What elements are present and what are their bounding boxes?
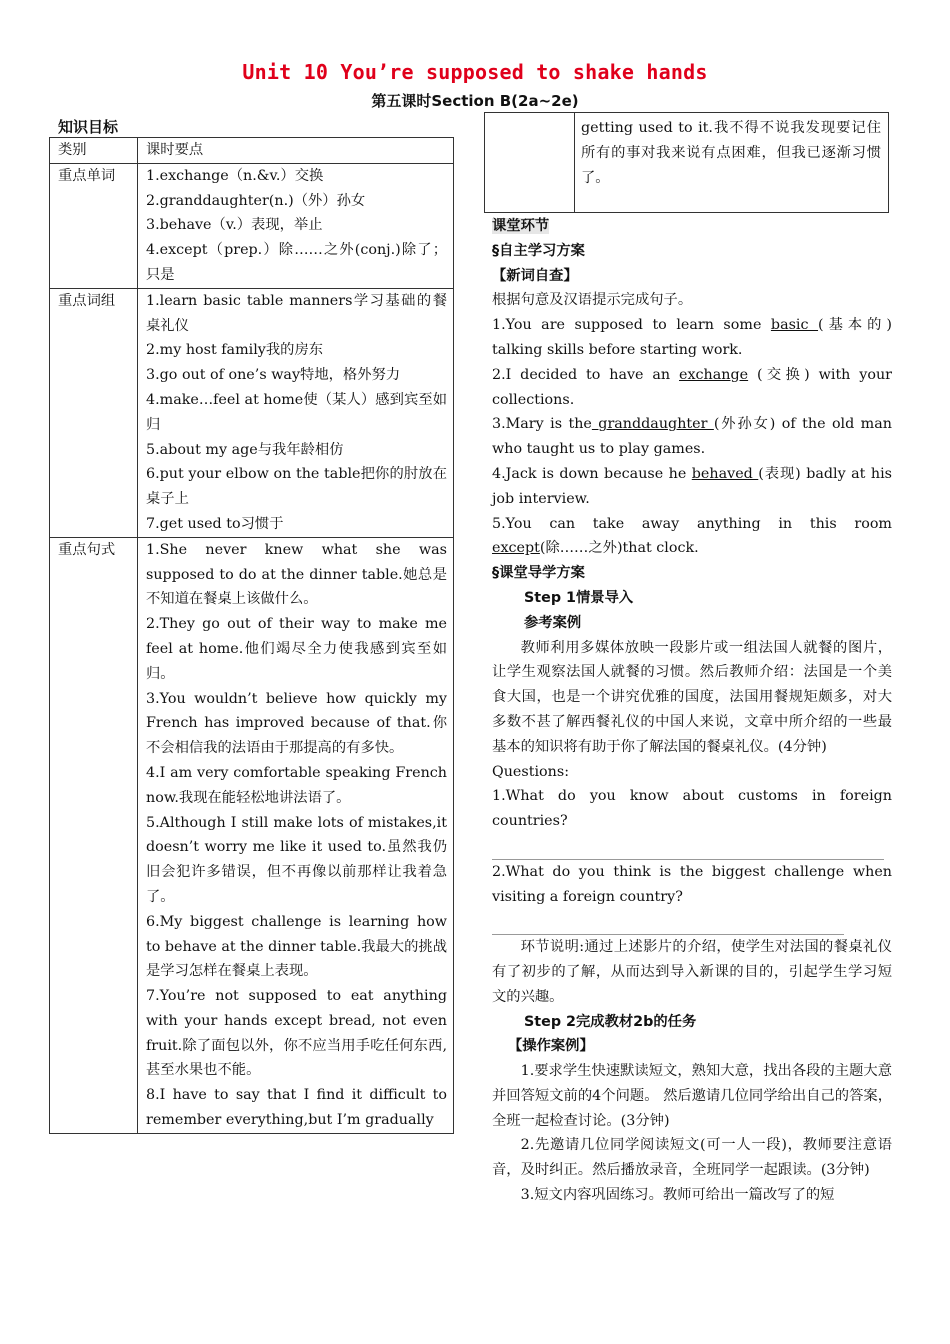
goals-label: 知识目标 xyxy=(58,118,119,136)
point-item: 3.You wouldn’t believe how quickly my French has improved because of that.你不会相信我的法语由于那提高的有多快。 xyxy=(146,690,447,757)
page-title: Unit 10 You’re supposed to shake hands xyxy=(242,60,708,84)
question-1: 1.What do you know about customs in foreign countries? xyxy=(492,788,892,830)
table-row xyxy=(50,163,454,288)
operation-1: 1.要求学生快速默读短文，熟知大意，找出各段的主题大意并回答短文前的4个问题。 然后邀请几位同学给出自己的答案，全班一起检查讨论。(3分钟) xyxy=(492,1063,892,1129)
point-item: 4.except（prep.）除……之外(conj.)除了；只是 xyxy=(146,242,447,283)
step1-paragraph: 教师利用多媒体放映一段影片或一组法国人就餐的图片，让学生观察法国人就餐的习惯。然后教师介绍：法国是一个美食大国，也是一个讲究优雅的国度，法国用餐规矩颇多，对大多数不甚了解西餐礼仪的中国人来说，文章中所介绍的一些最基本的知识将有助于你了解法国的餐桌礼仪。(4分钟) xyxy=(492,639,892,755)
operation-case-heading: 【操作案例】 xyxy=(508,1038,594,1055)
answer-blank: exchange xyxy=(679,366,749,383)
new-words-heading: 【新词自查】 xyxy=(492,267,578,284)
operation-2: 2.先邀请几位同学阅读短文(可一人一段)，教师要注意语音，及时纠正。然后播放录音，全班同学一起跟读。(3分钟) xyxy=(492,1137,892,1179)
section-heading: 课堂环节 xyxy=(492,218,550,234)
header-category: 类别 xyxy=(50,138,138,164)
point-item: 1.learn basic table manners学习基础的餐桌礼仪 xyxy=(146,292,447,334)
point-item: 7.get used to习惯于 xyxy=(146,515,284,532)
point-item: 5.Although I still make lots of mistakes,it doesn’t worry me like it used to.虽然我仍旧会犯许多错误，但不再像以前那样让我着急了。 xyxy=(146,814,447,905)
points-cell xyxy=(138,163,454,288)
category-cell: 重点句式 xyxy=(50,537,138,1133)
answer-blank: except xyxy=(492,540,540,557)
exercise-item: 5.You can take away anything in this room except(除……之外)that clock. xyxy=(492,515,892,557)
category-cell: 重点词组 xyxy=(50,288,138,537)
answer-blank: granddaughter xyxy=(591,416,714,433)
step2-heading: Step 2完成教材2b的任务 xyxy=(524,1013,697,1030)
exercise-item: 4.Jack is down because he behaved (表现) badly at his job interview. xyxy=(492,465,892,507)
page-subtitle: 第五课时Section B(2a~2e) xyxy=(371,92,579,110)
points-cell xyxy=(138,537,454,1133)
answer-line xyxy=(492,909,844,935)
point-item: 5.about my age与我年龄相仿 xyxy=(146,441,344,458)
questions-label: Questions: xyxy=(492,763,570,780)
point-item: 2.They go out of their way to make me feel at home.他们竭尽全力使我感到宾至如归。 xyxy=(146,616,447,682)
point-item: 3.go out of one’s way特地，格外努力 xyxy=(146,367,401,384)
exercise-item: 1.You are supposed to learn some basic (基本的) talking skills before starting work. xyxy=(492,317,893,358)
point-item: 1.exchange（n.&v.）交换 xyxy=(146,167,324,184)
note-paragraph: 环节说明:通过上述影片的介绍，使学生对法国的餐桌礼仪有了初步的了解，从而达到导入新课的目的，引起学生学习短文的兴趣。 xyxy=(492,939,892,1005)
point-item: 8.I have to say that I find it difficult to remember everything,but I’m gradually xyxy=(146,1087,447,1129)
table-continuation xyxy=(484,112,889,213)
point-item: 4.I am very comfortable speaking French now.我现在能轻松地讲法语了。 xyxy=(146,764,447,806)
reference-case-heading: 参考案例 xyxy=(524,614,582,631)
continuation-text: getting used to it.我不得不说我发现要记住所有的事对我来说有点困难，但我已逐渐习惯了。 xyxy=(581,120,881,186)
instruction-text: 根据句意及汉语提示完成句子。 xyxy=(492,292,693,309)
guide-heading: §课堂导学方案 xyxy=(492,565,585,582)
answer-line xyxy=(492,834,884,860)
answer-blank: basic xyxy=(770,317,819,334)
point-item: 2.granddaughter(n.)（外）孙女 xyxy=(146,192,366,209)
table-header-row xyxy=(50,138,454,164)
table-row xyxy=(50,537,454,1133)
step1-heading: Step 1情景导入 xyxy=(524,589,634,606)
table-row xyxy=(50,288,454,537)
question-2: 2.What do you think is the biggest challenge when visiting a foreign country? xyxy=(492,863,892,905)
self-study-heading: §自主学习方案 xyxy=(492,242,585,259)
point-item: 3.behave（v.）表现，举止 xyxy=(146,217,323,234)
point-item: 1.She never knew what she was supposed to do at the dinner table.她总是不知道在餐桌上该做什么。 xyxy=(146,541,447,608)
answer-blank: behaved xyxy=(691,465,759,482)
exercise-item: 3.Mary is the granddaughter (外孙女) of the old man who taught us to play games. xyxy=(492,416,892,458)
point-item: 7.You’re not supposed to eat anything with your hands except bread, not even fruit.除了面包以外，你不应当用手吃任何东西,甚至水果也不能。 xyxy=(146,988,447,1079)
header-points: 课时要点 xyxy=(138,138,454,164)
right-column xyxy=(492,214,892,1208)
point-item: 4.make…feel at home使（某人）感到宾至如归 xyxy=(146,391,447,433)
point-item: 6.put your elbow on the table把你的肘放在桌子上 xyxy=(146,466,447,508)
point-item: 6.My biggest challenge is learning how to behave at the dinner table.我最大的挑战是学习怎样在餐桌上表现。 xyxy=(146,913,447,980)
exercise-item: 2.I decided to have an exchange (交换) with your collections. xyxy=(492,366,893,408)
point-item: 2.my host family我的房东 xyxy=(146,342,324,359)
operation-3: 3.短文内容巩固练习。教师可给出一篇改写了的短 xyxy=(520,1187,835,1204)
category-cell: 重点单词 xyxy=(50,163,138,288)
column-divider xyxy=(574,113,575,212)
knowledge-table xyxy=(49,137,454,1134)
points-cell xyxy=(138,288,454,537)
